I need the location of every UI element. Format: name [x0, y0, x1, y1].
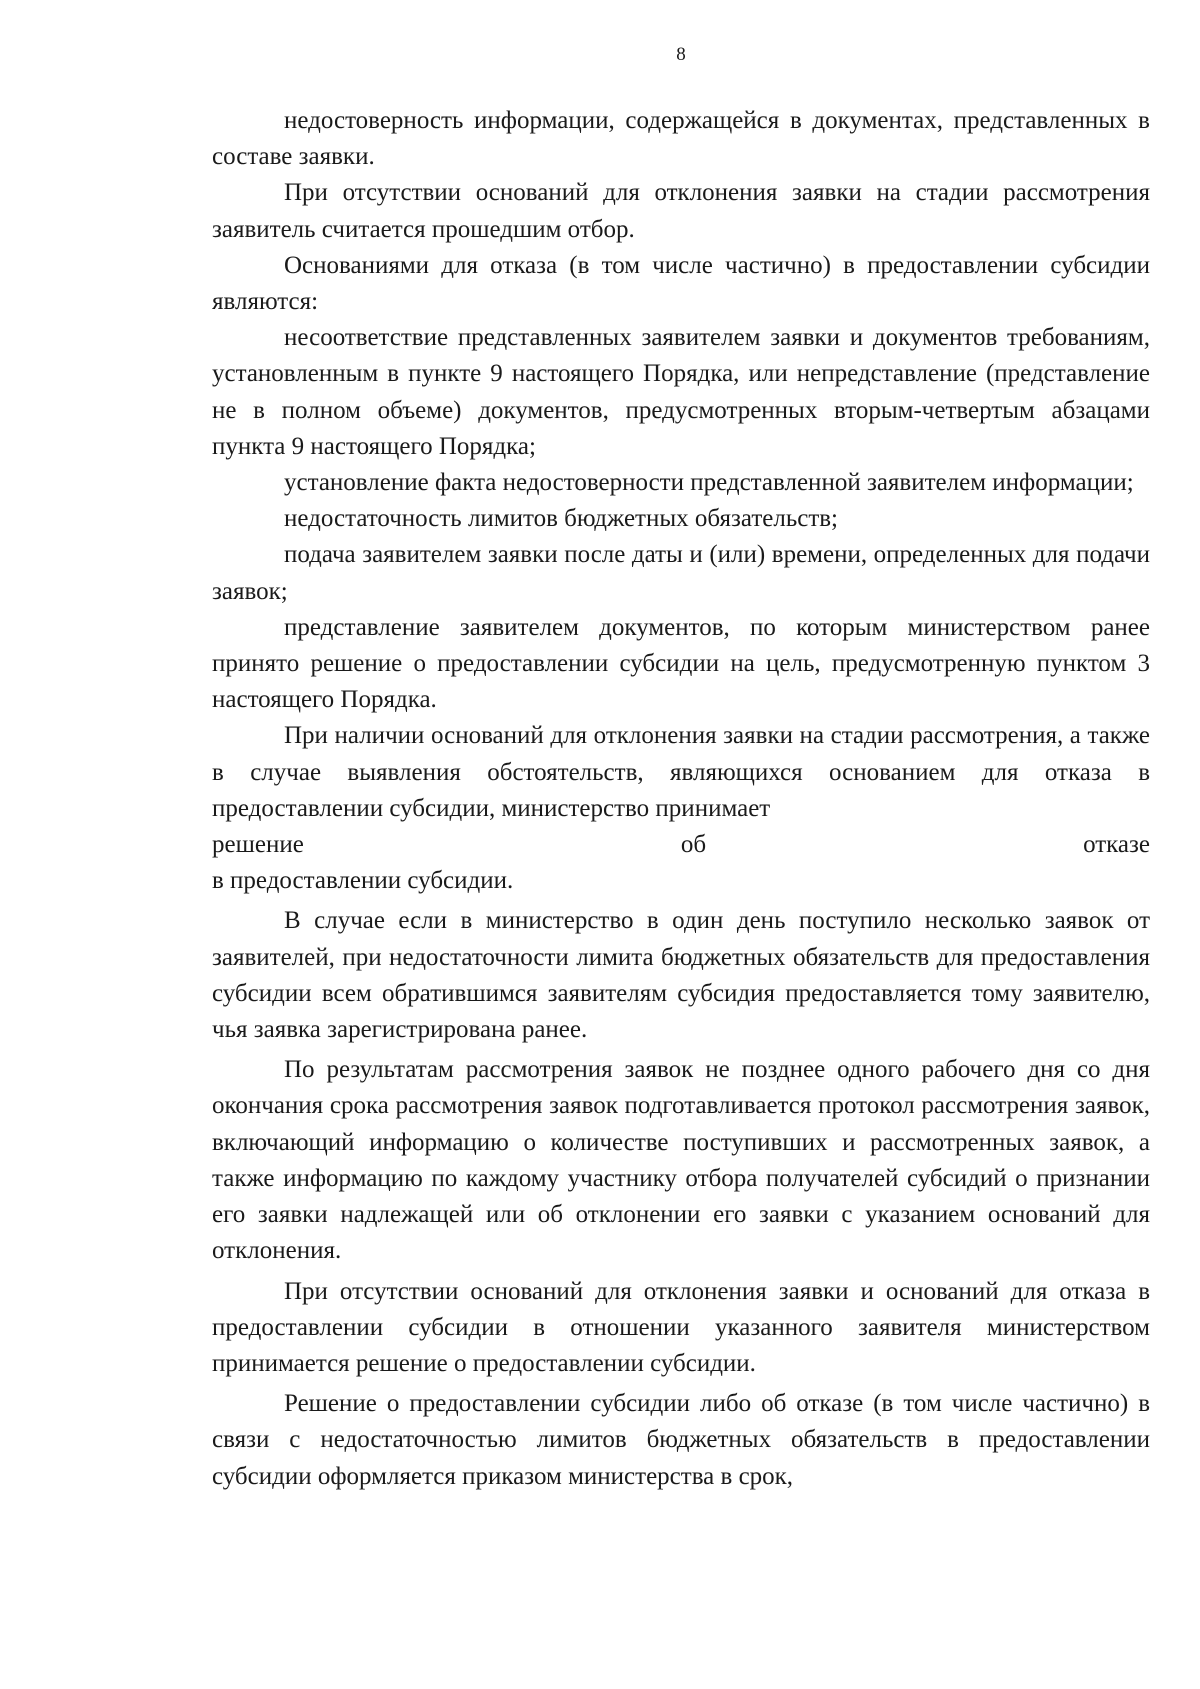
paragraph: несоответствие представленных заявителем заявки и документов требованиям, установленным в пункте 9 настоящего Порядка, или непредставление (представление не в полном объеме) документов, предусмотренных вторым-четвертым абзацами пункта 9 настоящего Порядка;: [212, 324, 1150, 460]
document-body: [212, 103, 1150, 1495]
line-word: отказе: [1083, 831, 1150, 859]
paragraph: подача заявителем заявки после даты и (или) времени, определенных для подачи заявок;: [212, 541, 1150, 605]
paragraph: недостоверность информации, содержащейся в документах, представленных в составе заявки.: [212, 107, 1150, 171]
line-word: решение: [212, 831, 304, 859]
paragraph: При отсутствии оснований для отклонения заявки и оснований для отказа в предоставлении субсидии в отношении указанного заявителя министерством принимается решение о предоставлении субсидии.: [212, 1277, 1150, 1377]
line-word: об: [680, 831, 707, 859]
justified-line: [212, 827, 1150, 863]
paragraph: недостаточность лимитов бюджетных обязательств;: [284, 505, 838, 533]
paragraph: Решение о предоставлении субсидии либо об отказе (в том числе частично) в связи с недостаточностью лимитов бюджетных обязательств в предоставлении субсидии оформляется приказом министерства в срок,: [212, 1390, 1150, 1490]
paragraph: В случае если в министерство в один день поступило несколько заявок от заявителей, при недостаточности лимита бюджетных обязательств для предоставления субсидии всем обратившимся заявителям субсидия предоставляется тому заявителю, чья заявка зарегистрирована ранее.: [212, 907, 1150, 1044]
page-number: 8: [676, 44, 686, 65]
paragraph: По результатам рассмотрения заявок не позднее одного рабочего дня со дня окончания срока рассмотрения заявок подготавливается протокол рассмотрения заявок, включающий информацию о количестве поступивших и рассмотренных заявок, а также информацию по каждому участнику отбора получателей субсидий о признании его заявки надлежащей или об отклонении его заявки с указанием оснований для отклонения.: [212, 1056, 1150, 1265]
paragraph: При наличии оснований для отклонения заявки на стадии рассмотрения, а также в случае выявления обстоятельств, являющихся основанием для отказа в предоставлении субсидии, министерство принимает: [212, 722, 1150, 822]
paragraph: Основаниями для отказа (в том числе частично) в предоставлении субсидии являются:: [212, 251, 1150, 316]
paragraph: При отсутствии оснований для отклонения заявки на стадии рассмотрения заявитель считается прошедшим отбор.: [212, 179, 1150, 243]
paragraph: установление факта недостоверности представленной заявителем информации;: [284, 469, 1134, 497]
paragraph-continuation: в предоставлении субсидии.: [212, 867, 514, 895]
paragraph: представление заявителем документов, по которым министерством ранее принято решение о предоставлении субсидии на цель, предусмотренную пунктом 3 настоящего Порядка.: [212, 613, 1150, 714]
